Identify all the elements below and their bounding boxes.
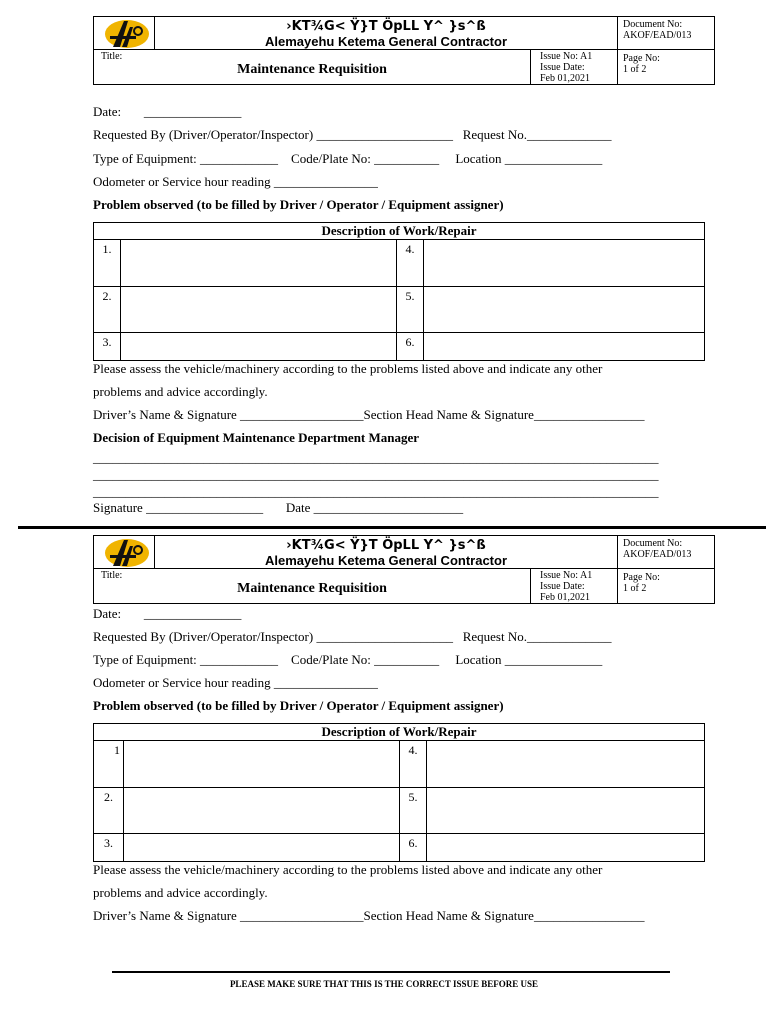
company-name-english: Alemayehu Ketema General Contractor — [264, 34, 508, 49]
requested-by-field[interactable]: Requested By (Driver/Operator/Inspector) _____________________ Request No._____________ — [93, 127, 612, 142]
row-number: 1. — [94, 240, 121, 287]
row-number: 5. — [400, 788, 427, 834]
odometer-field[interactable]: Odometer or Service hour reading ________________ — [93, 174, 378, 189]
document-number-value: AKOF/EAD/013 — [623, 30, 692, 41]
repair-cell-3[interactable] — [121, 333, 397, 361]
repair-cell-6[interactable] — [424, 333, 705, 361]
company-name-amharic: ›KT¾G< Ÿ}T ÖpLL Y^ }s^ß — [286, 19, 486, 34]
repair-cell-6[interactable] — [427, 834, 705, 862]
row-number: 3. — [94, 834, 124, 862]
repair-cell-3[interactable] — [124, 834, 400, 862]
assess-text-line-1: Please assess the vehicle/machinery according to the problems listed above and indicate any other — [93, 361, 603, 376]
document-number-value: AKOF/EAD/013 — [623, 549, 692, 560]
title-cell — [94, 50, 531, 85]
footer-note: PLEASE MAKE SURE THAT THIS IS THE CORRECT ISSUE BEFORE USE — [229, 979, 539, 989]
issue-cell — [531, 50, 618, 85]
work-description-table — [93, 222, 705, 361]
decision-heading: Decision of Equipment Maintenance Department Manager — [93, 430, 420, 445]
logo-cell — [94, 536, 155, 569]
form-title: Maintenance Requisition — [237, 62, 387, 77]
repair-cell-5[interactable] — [424, 287, 705, 333]
row-number: 6. — [400, 834, 427, 862]
table-row — [94, 240, 705, 287]
row-number: 6. — [397, 333, 424, 361]
document-header — [93, 535, 715, 604]
problem-heading: Problem observed (to be filled by Driver / Operator / Equipment assigner) — [93, 698, 504, 713]
driver-signature-field[interactable]: Driver’s Name & Signature ___________________Section Head Name & Signature_________________ — [93, 407, 645, 422]
date-field[interactable]: Date: _______________ — [93, 606, 242, 621]
equipment-field[interactable]: Type of Equipment: ____________ Code/Plate No: __________ Location _______________ — [93, 652, 603, 667]
decision-line[interactable]: _______________________________________________________________________________________ — [93, 467, 659, 482]
date-field[interactable]: Date: _______________ — [93, 104, 242, 119]
table-title: Description of Work/Repair — [94, 223, 705, 240]
logo-cell — [94, 17, 155, 50]
document-number-label: Document No: — [623, 538, 683, 549]
page-number-cell — [618, 50, 715, 85]
decision-line[interactable]: _______________________________________________________________________________________ — [93, 484, 659, 499]
company-logo-icon — [100, 538, 150, 568]
company-name-amharic: ›KT¾G< Ÿ}T ÖpLL Y^ }s^ß — [286, 538, 486, 553]
table-row — [94, 834, 705, 862]
title-cell — [94, 569, 531, 604]
footer-rule — [112, 971, 670, 973]
document-number-cell — [618, 17, 715, 50]
repair-cell-4[interactable] — [424, 240, 705, 287]
row-number: 1 — [94, 741, 124, 788]
issue-number: Issue No: A1 — [540, 51, 593, 62]
row-number: 5. — [397, 287, 424, 333]
document-number-cell — [618, 536, 715, 569]
page-number-label: Page No: — [623, 572, 660, 583]
equipment-field[interactable]: Type of Equipment: ____________ Code/Plate No: __________ Location _______________ — [93, 151, 603, 166]
decision-line[interactable]: _______________________________________________________________________________________ — [93, 450, 659, 465]
table-row — [94, 333, 705, 361]
repair-cell-2[interactable] — [124, 788, 400, 834]
assess-text-line-2: problems and advice accordingly. — [93, 885, 268, 900]
assess-text-line-1: Please assess the vehicle/machinery according to the problems listed above and indicate any other — [93, 862, 603, 877]
page-number-value: 1 of 2 — [623, 64, 647, 75]
issue-number: Issue No: A1 — [540, 570, 593, 581]
signature-date-field[interactable]: Signature __________________ Date _______________________ — [93, 500, 464, 515]
issue-date-label: Issue Date: — [540, 62, 585, 73]
company-logo-icon — [100, 19, 150, 49]
row-number: 3. — [94, 333, 121, 361]
row-number: 2. — [94, 287, 121, 333]
repair-cell-4[interactable] — [427, 741, 705, 788]
document-number-label: Document No: — [623, 19, 683, 30]
work-description-table — [93, 723, 705, 862]
issue-date-value: Feb 01,2021 — [540, 592, 590, 603]
table-row — [94, 287, 705, 333]
repair-cell-5[interactable] — [427, 788, 705, 834]
issue-date-label: Issue Date: — [540, 581, 585, 592]
company-name-cell — [155, 536, 618, 569]
table-row — [94, 788, 705, 834]
odometer-field[interactable]: Odometer or Service hour reading ________________ — [93, 675, 378, 690]
repair-cell-1[interactable] — [124, 741, 400, 788]
title-label: Title: — [101, 51, 123, 62]
document-header — [93, 16, 715, 85]
title-label: Title: — [101, 570, 123, 581]
repair-cell-2[interactable] — [121, 287, 397, 333]
requested-by-field[interactable]: Requested By (Driver/Operator/Inspector) _____________________ Request No._____________ — [93, 629, 612, 644]
issue-date-value: Feb 01,2021 — [540, 73, 590, 84]
company-name-cell — [155, 17, 618, 50]
section-divider — [18, 526, 766, 529]
company-name-english: Alemayehu Ketema General Contractor — [264, 553, 508, 568]
driver-signature-field[interactable]: Driver’s Name & Signature ___________________Section Head Name & Signature_________________ — [93, 908, 645, 923]
page-number-label: Page No: — [623, 53, 660, 64]
row-number: 4. — [397, 240, 424, 287]
page-number-cell — [618, 569, 715, 604]
row-number: 4. — [400, 741, 427, 788]
problem-heading: Problem observed (to be filled by Driver / Operator / Equipment assigner) — [93, 197, 504, 212]
form-title: Maintenance Requisition — [237, 581, 387, 596]
assess-text-line-2: problems and advice accordingly. — [93, 384, 268, 399]
table-title: Description of Work/Repair — [94, 724, 705, 741]
table-row — [94, 741, 705, 788]
page-number-value: 1 of 2 — [623, 583, 647, 594]
issue-cell — [531, 569, 618, 604]
row-number: 2. — [94, 788, 124, 834]
repair-cell-1[interactable] — [121, 240, 397, 287]
